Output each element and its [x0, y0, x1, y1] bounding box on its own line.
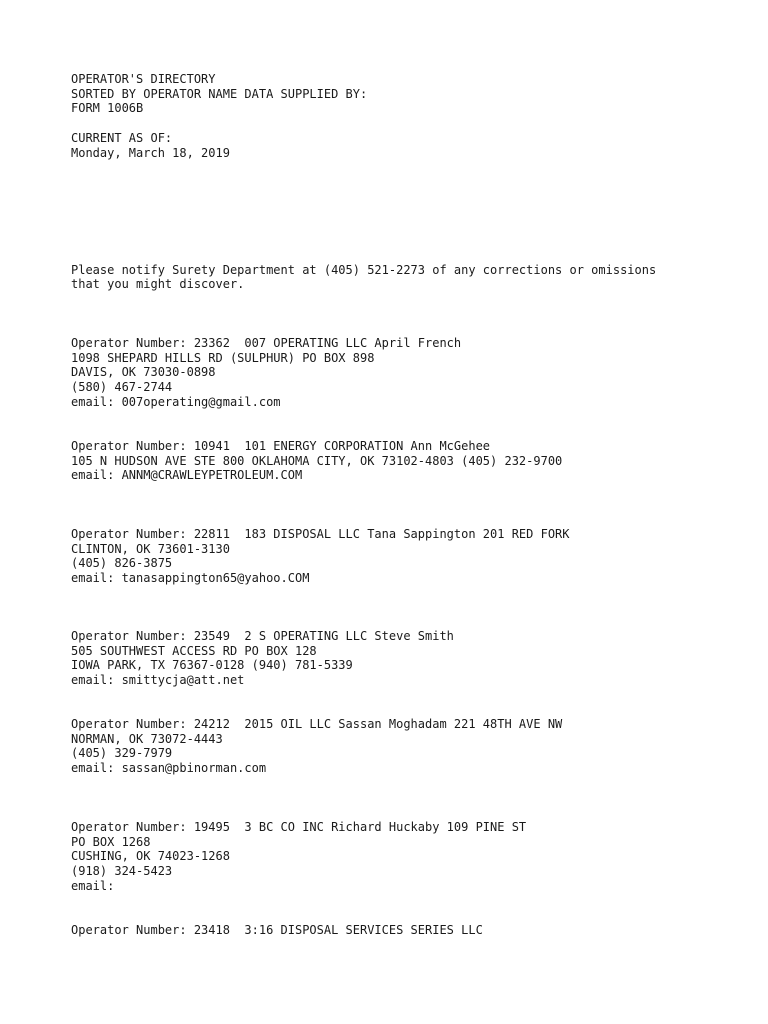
- form-number: FORM 1006B: [71, 101, 144, 116]
- operator-entry-line: (580) 467-2744: [71, 380, 173, 395]
- notice-line-2: that you might discover.: [71, 277, 245, 292]
- operator-entry-line: Operator Number: 19495 3 BC CO INC Richard Huckaby 109 PINE ST: [71, 820, 527, 834]
- operator-entry-line: DAVIS, OK 73030-0898: [71, 365, 216, 380]
- operator-entry-line: Operator Number: 24212 2015 OIL LLC Sassan Moghadam 221 48TH AVE NW: [71, 717, 563, 731]
- operator-entry-line: 505 SOUTHWEST ACCESS RD PO BOX 128: [71, 643, 317, 658]
- operator-entry-line: 1098 SHEPARD HILLS RD (SULPHUR) PO BOX 898: [71, 350, 375, 365]
- operator-entry-line: (918) 324-5423: [71, 864, 173, 879]
- notice-line-1: Please notify Surety Department at (405) 521-2273 of any corrections or omissions: [71, 262, 657, 277]
- operator-entry-line: NORMAN, OK 73072-4443: [71, 731, 223, 746]
- current-as-of-label: CURRENT AS OF:: [71, 130, 173, 145]
- directory-title: OPERATOR'S DIRECTORY: [71, 72, 216, 86]
- operator-entry-line: Operator Number: 22811 183 DISPOSAL LLC Tana Sappington 201 RED FORK: [71, 527, 570, 541]
- operator-entry-line: (405) 329-7979: [71, 746, 173, 761]
- operator-entry-email: email: smittycja@att.net: [71, 673, 245, 688]
- operator-entry-line: Operator Number: 23418 3:16 DISPOSAL SERVICES SERIES LLC: [71, 923, 483, 937]
- operator-entry-line: 105 N HUDSON AVE STE 800 OKLAHOMA CITY, OK 73102-4803 (405) 232-9700: [71, 453, 563, 468]
- operator-entry-email: email: tanasappington65@yahoo.COM: [71, 571, 310, 586]
- operator-entry-line: Operator Number: 10941 101 ENERGY CORPORATION Ann McGehee: [71, 439, 491, 453]
- operator-entry-line: PO BOX 1268: [71, 834, 151, 849]
- operator-entry-line: CUSHING, OK 74023-1268: [71, 849, 230, 864]
- operator-entry-line: IOWA PARK, TX 76367-0128 (940) 781-5339: [71, 658, 353, 673]
- sort-description: SORTED BY OPERATOR NAME DATA SUPPLIED BY:: [71, 86, 368, 101]
- operator-entry-line: Operator Number: 23362 007 OPERATING LLC April French: [71, 336, 462, 350]
- operator-entry-email: email:: [71, 878, 115, 893]
- operator-entry-email: email: sassan@pbinorman.com: [71, 761, 267, 776]
- operator-entry-email: email: ANNM@CRAWLEYPETROLEUM.COM: [71, 468, 303, 483]
- operator-entry-email: email: 007operating@gmail.com: [71, 394, 281, 409]
- operator-entry-line: CLINTON, OK 73601-3130: [71, 541, 230, 556]
- operator-entry-line: Operator Number: 23549 2 S OPERATING LLC Steve Smith: [71, 629, 454, 643]
- operator-entry-line: (405) 826-3875: [71, 556, 173, 571]
- current-date: Monday, March 18, 2019: [71, 145, 230, 160]
